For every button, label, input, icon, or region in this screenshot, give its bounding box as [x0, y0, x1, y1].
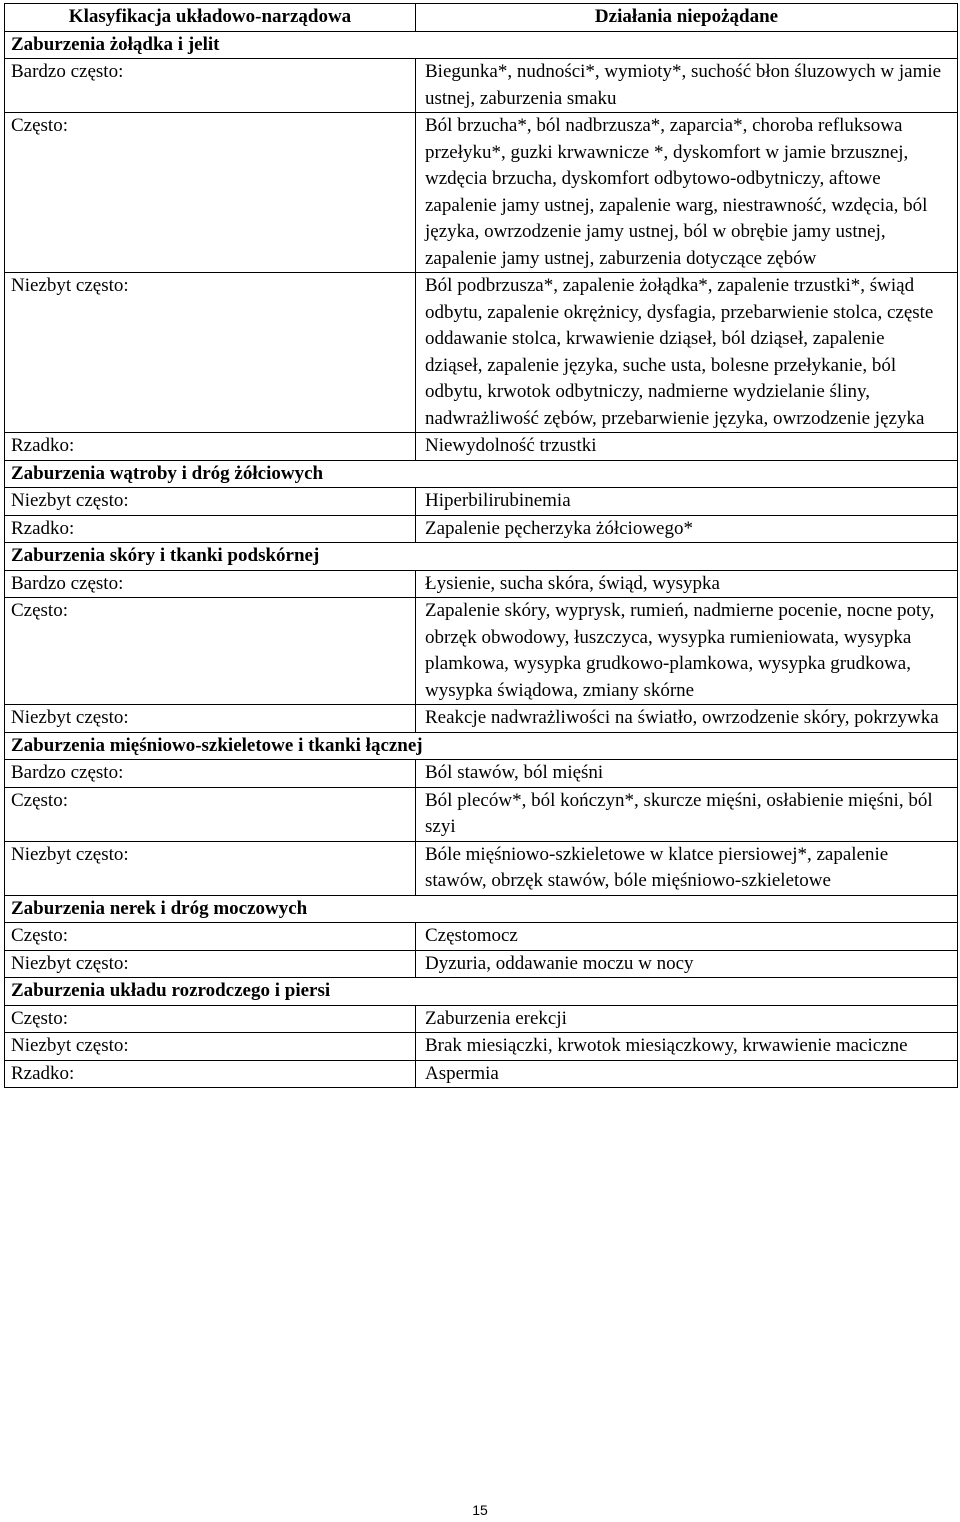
adverse-effects-cell: Ból stawów, ból mięśni — [416, 760, 958, 788]
section-heading: Zaburzenia mięśniowo-szkieletowe i tkanki łącznej — [5, 732, 958, 760]
section-row — [5, 732, 958, 760]
adverse-effects-cell: Biegunka*, nudności*, wymioty*, suchość błon śluzowych w jamie ustnej, zaburzenia smaku — [416, 59, 958, 113]
section-row — [5, 543, 958, 571]
table-row — [5, 433, 958, 461]
section-heading: Zaburzenia układu rozrodczego i piersi — [5, 978, 958, 1006]
table-row — [5, 59, 958, 113]
table-row — [5, 760, 958, 788]
adverse-effects-cell: Niewydolność trzustki — [416, 433, 958, 461]
frequency-cell: Rzadko: — [5, 433, 416, 461]
header-row — [5, 4, 958, 32]
table-row — [5, 488, 958, 516]
header-adverse-effects: Działania niepożądane — [416, 4, 958, 32]
table-row — [5, 113, 958, 273]
adverse-effects-cell: Aspermia — [416, 1060, 958, 1088]
table-row — [5, 787, 958, 841]
adverse-effects-cell: Hiperbilirubinemia — [416, 488, 958, 516]
table-row — [5, 705, 958, 733]
frequency-cell: Często: — [5, 923, 416, 951]
table-row — [5, 923, 958, 951]
adverse-effects-cell: Ból pleców*, ból kończyn*, skurcze mięśni, osłabienie mięśni, ból szyi — [416, 787, 958, 841]
adverse-effects-cell: Zapalenie pęcherzyka żółciowego* — [416, 515, 958, 543]
adverse-effects-cell: Zapalenie skóry, wyprysk, rumień, nadmierne pocenie, nocne poty, obrzęk obwodowy, łuszczyca, wysypka rumieniowata, wysypka plamkowa, wysypka grudkowo-plamkowa, wysypka grudkowa, wysypka świądowa, zmiany skórne — [416, 598, 958, 705]
section-row — [5, 460, 958, 488]
adverse-effects-cell: Dyzuria, oddawanie moczu w nocy — [416, 950, 958, 978]
frequency-cell: Niezbyt często: — [5, 1033, 416, 1061]
adverse-effects-cell: Ból podbrzusza*, zapalenie żołądka*, zapalenie trzustki*, świąd odbytu, zapalenie okrężnicy, dysfagia, przebarwienie stolca, częste oddawanie stolca, krwawienie dziąseł, ból dziąseł, zapalenie dziąseł, zapalenie języka, suche usta, bolesne przełykanie, ból odbytu, krwotok odbytniczy, nadmierne wydzielanie śliny, nadwrażliwość zębów, przebarwienie języka, owrzodzenie języka — [416, 273, 958, 433]
table-row — [5, 273, 958, 433]
section-heading: Zaburzenia nerek i dróg moczowych — [5, 895, 958, 923]
frequency-cell: Niezbyt często: — [5, 841, 416, 895]
section-heading: Zaburzenia wątroby i dróg żółciowych — [5, 460, 958, 488]
table-row — [5, 598, 958, 705]
table-row — [5, 841, 958, 895]
adverse-effects-cell: Łysienie, sucha skóra, świąd, wysypka — [416, 570, 958, 598]
frequency-cell: Bardzo często: — [5, 570, 416, 598]
adverse-reactions-table — [4, 3, 958, 1088]
table-body — [5, 31, 958, 1088]
frequency-cell: Rzadko: — [5, 515, 416, 543]
frequency-cell: Niezbyt często: — [5, 273, 416, 433]
section-row — [5, 978, 958, 1006]
frequency-cell: Bardzo często: — [5, 59, 416, 113]
section-heading: Zaburzenia skóry i tkanki podskórnej — [5, 543, 958, 571]
table-row — [5, 515, 958, 543]
section-heading: Zaburzenia żołądka i jelit — [5, 31, 958, 59]
table-row — [5, 950, 958, 978]
table-row — [5, 570, 958, 598]
frequency-cell: Często: — [5, 1005, 416, 1033]
adverse-effects-cell: Ból brzucha*, ból nadbrzusza*, zaparcia*, choroba refluksowa przełyku*, guzki krwawnicze *, dyskomfort w jamie brzusznej, wzdęcia brzucha, dyskomfort odbytowo-odbytniczy, aftowe zapalenie jamy ustnej, zapalenie warg, niestrawność, wzdęcia, ból języka, owrzodzenie jamy ustnej, ból w obrębie jamy ustnej, zapalenie jamy ustnej, zaburzenia dotyczące zębów — [416, 113, 958, 273]
frequency-cell: Często: — [5, 598, 416, 705]
page-number: 15 — [472, 1502, 488, 1518]
frequency-cell: Niezbyt często: — [5, 950, 416, 978]
table-row — [5, 1060, 958, 1088]
adverse-effects-cell: Częstomocz — [416, 923, 958, 951]
adverse-effects-cell: Brak miesiączki, krwotok miesiączkowy, krwawienie maciczne — [416, 1033, 958, 1061]
frequency-cell: Często: — [5, 787, 416, 841]
frequency-cell: Rzadko: — [5, 1060, 416, 1088]
frequency-cell: Niezbyt często: — [5, 705, 416, 733]
table-row — [5, 1033, 958, 1061]
adverse-effects-cell: Bóle mięśniowo-szkieletowe w klatce piersiowej*, zapalenie stawów, obrzęk stawów, bóle mięśniowo-szkieletowe — [416, 841, 958, 895]
table-row — [5, 1005, 958, 1033]
section-row — [5, 31, 958, 59]
header-classification: Klasyfikacja układowo-narządowa — [5, 4, 416, 32]
section-row — [5, 895, 958, 923]
adverse-effects-cell: Reakcje nadwrażliwości na światło, owrzodzenie skóry, pokrzywka — [416, 705, 958, 733]
adverse-effects-cell: Zaburzenia erekcji — [416, 1005, 958, 1033]
frequency-cell: Bardzo często: — [5, 760, 416, 788]
frequency-cell: Często: — [5, 113, 416, 273]
frequency-cell: Niezbyt często: — [5, 488, 416, 516]
